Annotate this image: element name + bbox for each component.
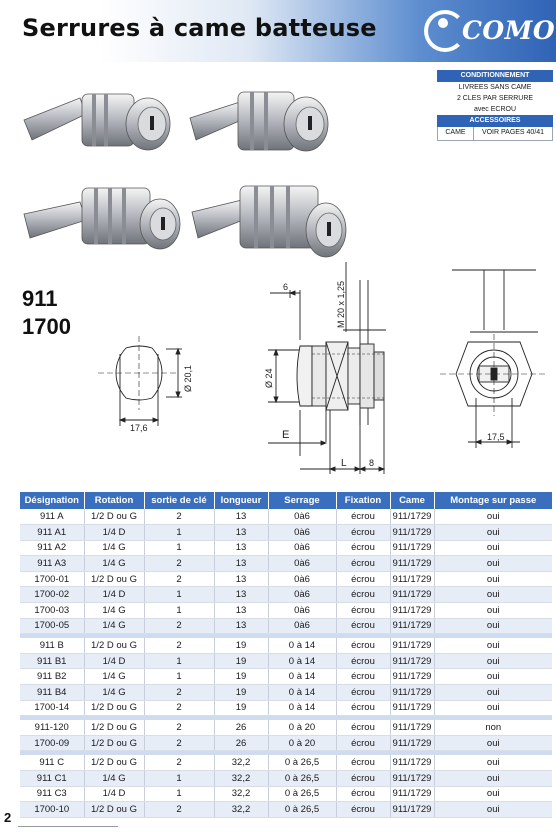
table-cell: oui [434,540,552,556]
side-view-drawing [268,262,386,474]
table-cell: écrou [336,603,390,619]
table-cell: 0à6 [268,587,336,603]
table-cell: 911/1729 [390,540,434,556]
table-cell: 1700-09 [20,735,84,751]
logo-arc-icon [424,10,466,52]
table-cell: 911 B [20,638,84,654]
table-cell: oui [434,638,552,654]
table-row [20,685,552,701]
table-row [20,587,552,603]
side-8-label: 8 [369,458,375,468]
table-cell: 1700-02 [20,587,84,603]
table-cell: 1 [144,669,214,685]
conditionnement-line: LIVREES SANS CAME [458,84,532,91]
table-cell: oui [434,771,552,787]
table-cell: 13 [214,587,268,603]
table-cell: 1 [144,653,214,669]
column-header: Serrage [268,492,336,509]
table-cell: 911/1729 [390,735,434,751]
table-cell: 0 à 14 [268,653,336,669]
accessoire-right: VOIR PAGES 40/41 [481,129,545,136]
lock-photo-1 [22,80,172,160]
table-cell: 1/4 G [84,556,144,572]
table-cell: 911 A2 [20,540,84,556]
table-cell: 0à6 [268,509,336,525]
front-diameter-label: Ø 20,1 [183,364,193,392]
model-number-911: 911 [22,286,58,311]
table-cell: 911/1729 [390,771,434,787]
table-cell: 1700-03 [20,603,84,619]
table-cell: 0à6 [268,556,336,572]
table-cell: écrou [336,525,390,541]
lock-photo-3 [22,180,182,260]
table-cell: 1 [144,587,214,603]
table-cell: 0 à 14 [268,685,336,701]
table-cell: 13 [214,540,268,556]
front-view-drawing [98,336,182,426]
table-cell: 911 C1 [20,771,84,787]
table-cell: 1/2 D ou G [84,700,144,716]
table-row [20,618,552,634]
table-cell: oui [434,525,552,541]
conditionnement-heading: CONDITIONNEMENT [437,70,553,82]
column-header: longueur [214,492,268,509]
column-header: Désignation [20,492,84,509]
como-logo [424,8,556,54]
table-cell: 2 [144,571,214,587]
table-cell: 13 [214,603,268,619]
table-cell: 1/4 G [84,685,144,701]
table-cell: 911 A3 [20,556,84,572]
table-cell: oui [434,618,552,634]
table-cell: écrou [336,618,390,634]
table-cell: 1/2 D ou G [84,571,144,587]
table-cell: 0à6 [268,618,336,634]
table-cell: 32,2 [214,802,268,818]
table-cell: 2 [144,802,214,818]
table-cell: 911 A1 [20,525,84,541]
table-cell: 1/4 G [84,603,144,619]
table-cell: 2 [144,685,214,701]
table-cell: 26 [214,735,268,751]
table-cell: 2 [144,618,214,634]
table-row [20,603,552,619]
table-cell: 19 [214,685,268,701]
table-cell: 13 [214,556,268,572]
table-cell: 1/2 D ou G [84,755,144,771]
table-cell: 2 [144,700,214,716]
table-cell: écrou [336,509,390,525]
table-row [20,771,552,787]
table-cell: 0 à 26,5 [268,771,336,787]
table-cell: 911/1729 [390,755,434,771]
table-cell: 0 à 14 [268,669,336,685]
back-width-label: 17,5 [487,432,505,442]
table-cell: 1/4 G [84,618,144,634]
table-cell: 0 à 14 [268,638,336,654]
side-e-label: E [282,429,290,441]
table-cell: 911 B4 [20,685,84,701]
table-cell: oui [434,700,552,716]
column-header: Rotation [84,492,144,509]
table-cell: 911/1729 [390,802,434,818]
table-cell: écrou [336,802,390,818]
table-row [20,540,552,556]
table-cell: 1/2 D ou G [84,802,144,818]
table-cell: 911 C [20,755,84,771]
table-row [20,700,552,716]
table-header-row [20,492,552,509]
table-cell: 911/1729 [390,700,434,716]
table-cell: 1700-01 [20,571,84,587]
conditionnement-line: avec ECROU [473,106,516,113]
table-cell: 911/1729 [390,618,434,634]
table-cell: 911/1729 [390,786,434,802]
logo-dot-icon [438,18,448,28]
table-cell: 911 B2 [20,669,84,685]
table-cell: écrou [336,735,390,751]
table-cell: écrou [336,556,390,572]
table-row [20,638,552,654]
table-cell: oui [434,556,552,572]
table-cell: oui [434,802,552,818]
front-width-label: 17,6 [130,423,148,433]
table-row [20,720,552,736]
table-cell: non [434,720,552,736]
table-cell: oui [434,603,552,619]
table-cell: 2 [144,556,214,572]
table-cell: 2 [144,720,214,736]
table-cell: 1/4 G [84,771,144,787]
table-cell: oui [434,755,552,771]
table-cell: oui [434,685,552,701]
table-cell: 911/1729 [390,587,434,603]
table-cell: 19 [214,638,268,654]
spec-table [20,492,552,818]
table-cell: 911 B1 [20,653,84,669]
table-cell: 1/4 D [84,525,144,541]
column-header: Fixation [336,492,390,509]
table-cell: oui [434,786,552,802]
column-header: sortie de clé [144,492,214,509]
table-cell: 1/4 G [84,669,144,685]
table-cell: 13 [214,618,268,634]
side-l-label: L [341,458,347,469]
table-cell: 911/1729 [390,603,434,619]
table-row [20,525,552,541]
table-cell: 13 [214,525,268,541]
table-cell: 911/1729 [390,653,434,669]
table-cell: 911 C3 [20,786,84,802]
table-cell: 1700-14 [20,700,84,716]
table-cell: 2 [144,638,214,654]
table-cell: écrou [336,786,390,802]
table-cell: 1 [144,771,214,787]
model-number-1700: 1700 [22,314,71,339]
table-cell: écrou [336,571,390,587]
table-row [20,653,552,669]
table-cell: 1 [144,540,214,556]
conditionnement-box [437,70,553,141]
table-cell: 1/4 D [84,653,144,669]
table-cell: 2 [144,735,214,751]
table-cell: 911 A [20,509,84,525]
table-cell: 13 [214,509,268,525]
table-cell: 0à6 [268,571,336,587]
table-cell: 1/2 D ou G [84,720,144,736]
table-row [20,669,552,685]
table-cell: 19 [214,669,268,685]
table-row [20,509,552,525]
table-cell: 2 [144,509,214,525]
table-cell: 1/2 D ou G [84,638,144,654]
table-cell: écrou [336,638,390,654]
table-row [20,802,552,818]
table-cell: 26 [214,720,268,736]
table-cell: 0à6 [268,525,336,541]
side-top-label: 6 [283,282,289,292]
lock-photo-2 [188,82,338,162]
table-cell: 1 [144,525,214,541]
table-cell: 0 à 26,5 [268,755,336,771]
page-divider [18,826,118,827]
table-cell: oui [434,587,552,603]
table-cell: 1/4 G [84,540,144,556]
table-cell: oui [434,735,552,751]
table-cell: écrou [336,720,390,736]
table-cell: 1/4 D [84,786,144,802]
table-cell: 2 [144,755,214,771]
table-cell: oui [434,571,552,587]
table-cell: 1/2 D ou G [84,509,144,525]
accessoires-heading: ACCESSOIRES [437,115,553,127]
conditionnement-line: 2 CLES PAR SERRURE [456,95,534,102]
table-cell: 1/4 D [84,587,144,603]
side-thread-label: M 20 x 1,25 [336,280,346,328]
table-cell: 1700-10 [20,802,84,818]
accessoire-left: CAME [438,127,474,140]
table-cell: 911/1729 [390,571,434,587]
table-row [20,556,552,572]
table-body [20,509,552,817]
table-cell: 911/1729 [390,685,434,701]
table-cell: 911/1729 [390,638,434,654]
table-cell: 0à6 [268,540,336,556]
table-cell: 32,2 [214,771,268,787]
table-cell: 911/1729 [390,556,434,572]
table-cell: 32,2 [214,786,268,802]
technical-drawings [0,250,556,490]
table-cell: 1 [144,786,214,802]
back-view-drawing [440,270,548,448]
page-title: Serrures à came batteuse [22,14,377,42]
table-row [20,735,552,751]
table-cell: 911/1729 [390,525,434,541]
table-cell: 0 à 20 [268,720,336,736]
table-cell: 1/2 D ou G [84,735,144,751]
table-cell: 1700-05 [20,618,84,634]
table-cell: écrou [336,669,390,685]
table-cell: 32,2 [214,755,268,771]
table-row [20,786,552,802]
table-cell: 0à6 [268,603,336,619]
table-cell: 19 [214,700,268,716]
header-banner [0,0,556,62]
table-row [20,755,552,771]
table-cell: écrou [336,685,390,701]
table-cell: 0 à 26,5 [268,786,336,802]
table-cell: 911/1729 [390,720,434,736]
table-cell: 911-120 [20,720,84,736]
accessoire-row [437,127,553,141]
table-cell: oui [434,509,552,525]
table-cell: oui [434,669,552,685]
table-cell: 911/1729 [390,509,434,525]
table-cell: 911/1729 [390,669,434,685]
logo-text: COMO [462,16,556,45]
column-header: Came [390,492,434,509]
table-cell: 19 [214,653,268,669]
table-cell: 13 [214,571,268,587]
column-header: Montage sur passe [434,492,552,509]
table-cell: écrou [336,587,390,603]
table-cell: écrou [336,540,390,556]
table-cell: écrou [336,700,390,716]
table-cell: écrou [336,771,390,787]
table-cell: écrou [336,653,390,669]
table-cell: 1 [144,603,214,619]
page-number: 2 [4,810,12,825]
table-cell: 0 à 20 [268,735,336,751]
table-cell: 0 à 14 [268,700,336,716]
table-cell: oui [434,653,552,669]
table-row [20,571,552,587]
table-cell: 0 à 26,5 [268,802,336,818]
table-cell: écrou [336,755,390,771]
side-diameter-label: Ø 24 [264,368,274,388]
